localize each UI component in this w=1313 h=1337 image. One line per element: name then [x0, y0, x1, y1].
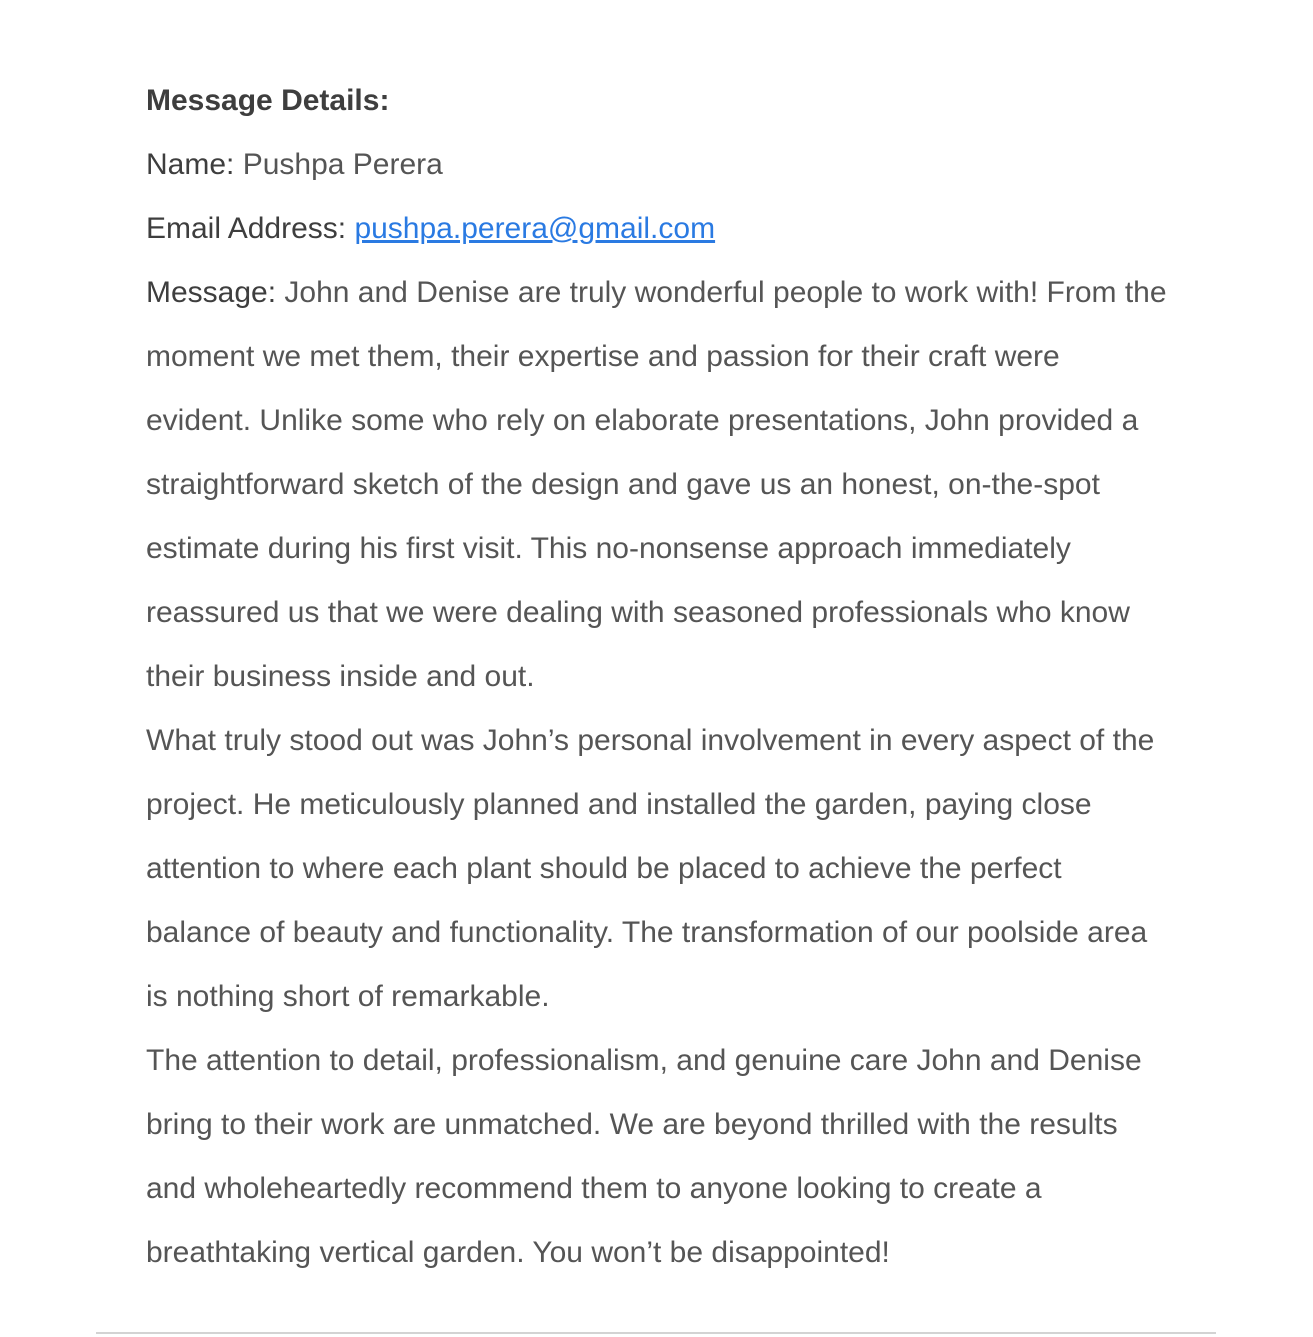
- email-label: Email Address:: [146, 212, 347, 245]
- email-row: [146, 197, 1171, 261]
- email-link[interactable]: pushpa.perera@gmail.com: [354, 212, 716, 245]
- message-details-heading: Message Details:: [146, 84, 390, 117]
- message-paragraph-2: [146, 709, 1171, 1029]
- name-label: Name:: [146, 148, 235, 181]
- message-label: Message:: [146, 276, 277, 309]
- message-paragraph-3: [146, 1029, 1171, 1285]
- message-details-section: [146, 69, 1171, 1285]
- bottom-divider: [96, 1332, 1216, 1334]
- message-paragraph-1: [146, 261, 1171, 709]
- name-value: Pushpa Perera: [242, 148, 443, 181]
- message-text-3: The attention to detail, professionalism, and genuine care John and Denise bring to their work are unmatched. We are beyond thrilled with the results and wholeheartedly recommend them to anyone looking to create a breathtaking vertical garden. You won’t be disappointed!: [146, 1044, 1142, 1269]
- name-row: [146, 133, 1171, 197]
- message-text-2: What truly stood out was John’s personal involvement in every aspect of the project. He meticulously planned and installed the garden, paying close attention to where each plant should be placed to achieve the perfect balance of beauty and functionality. The transformation of our poolside area is nothing short of remarkable.: [146, 724, 1155, 1013]
- message-text-1: John and Denise are truly wonderful people to work with! From the moment we met them, their expertise and passion for their craft were evident. Unlike some who rely on elaborate presentations, John provided a straightforward sketch of the design and gave us an honest, on-the-spot estimate during his first visit. This no-nonsense approach immediately reassured us that we were dealing with seasoned professionals who know their business inside and out.: [146, 276, 1167, 693]
